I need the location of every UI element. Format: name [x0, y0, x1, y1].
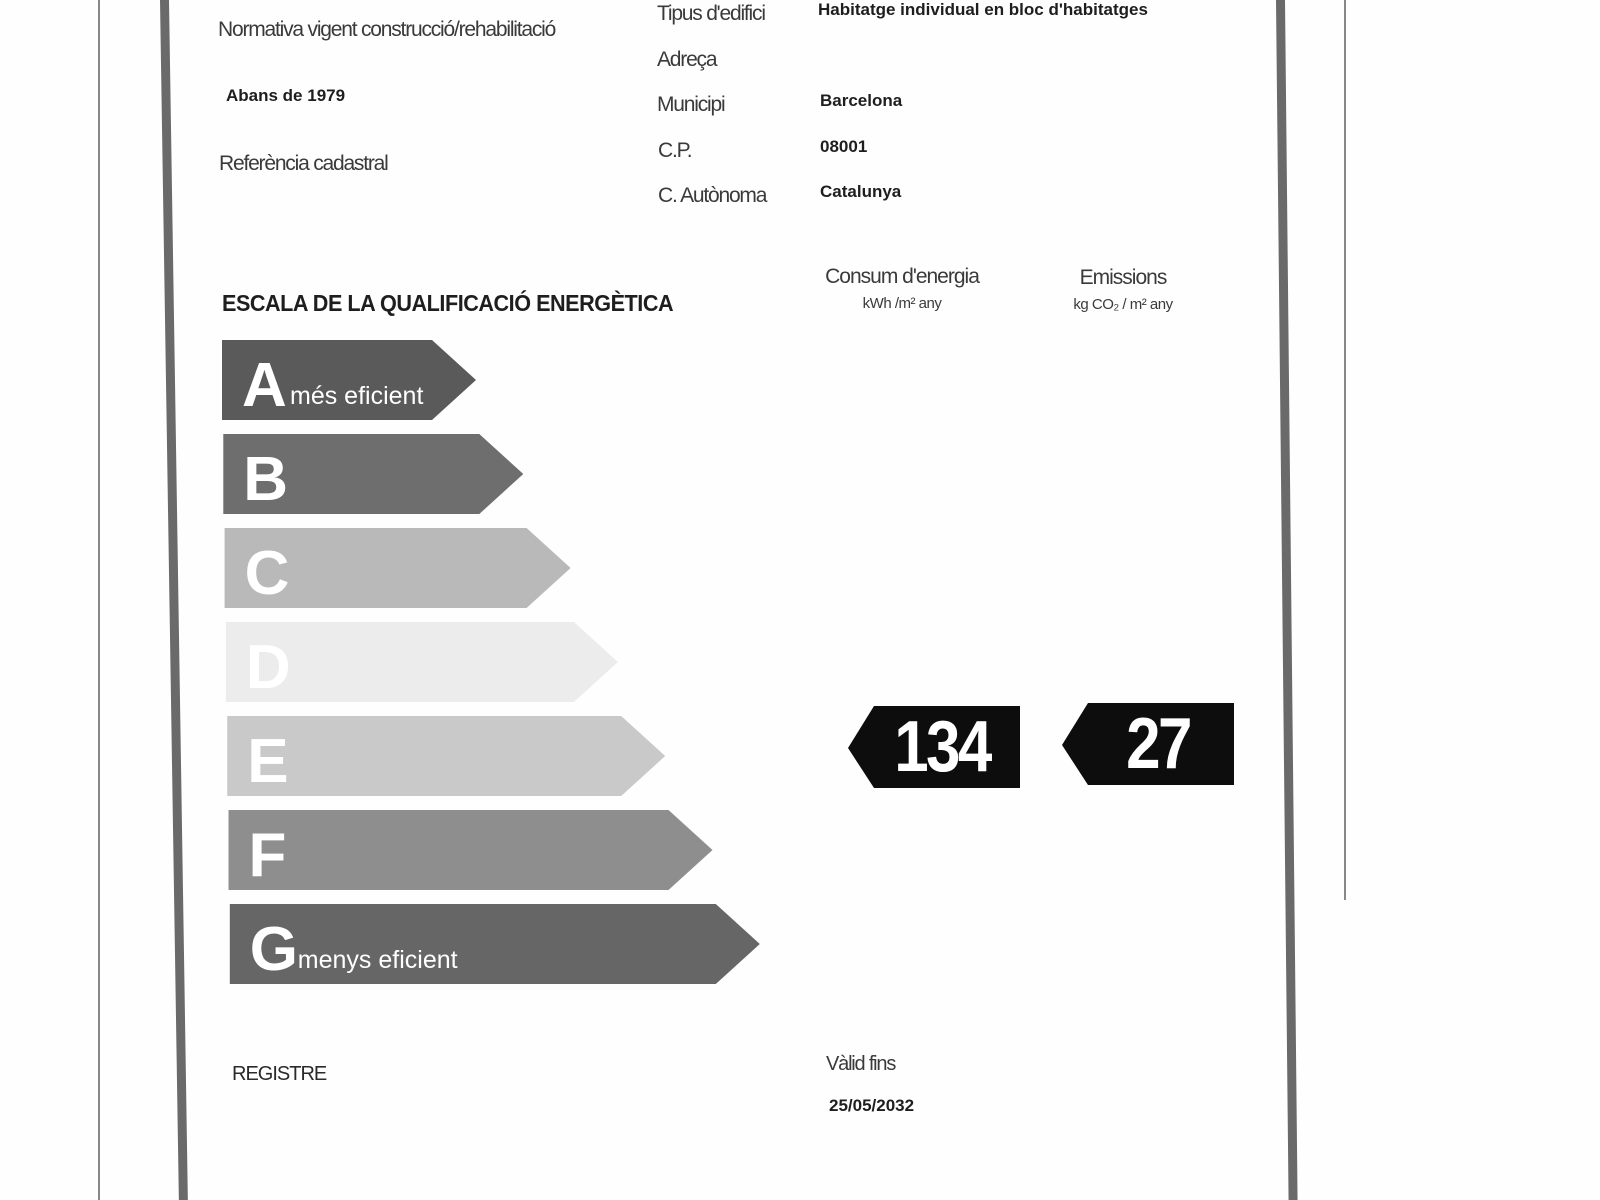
scale-band-g [230, 904, 760, 984]
valid-label: Vàlid fins [826, 1053, 896, 1075]
frame-right-border [1276, 0, 1298, 1200]
scale-band-letter: F [248, 821, 287, 890]
normativa-value: Abans de 1979 [226, 86, 346, 105]
municipi-label: Municipi [657, 93, 725, 116]
scale-band-caption: menys eficient [297, 946, 458, 974]
scale-band-b [223, 434, 523, 514]
scale-band-a [222, 340, 476, 420]
consum-title: Consum d'energia [825, 265, 979, 288]
emissions-header [1038, 266, 1208, 313]
scale-band-letter: C [244, 539, 290, 608]
valid-value: 25/05/2032 [829, 1096, 915, 1115]
scale-band-arrow [227, 716, 665, 796]
scale-band-d [226, 622, 618, 702]
scale-band-f [229, 810, 713, 890]
scale-title: ESCALA DE LA QUALIFICACIÓ ENERGÈTICA [222, 290, 674, 316]
emissions-rating-value: 27 [1126, 704, 1190, 784]
scale-band-letter: D [245, 633, 291, 702]
scale-band-letter: B [243, 445, 289, 514]
normativa-label: Normativa vigent construcció/rehabilitació [218, 18, 556, 41]
scale-band-e [227, 716, 665, 796]
outer-right-edge [1344, 0, 1346, 900]
cp-value: 08001 [820, 137, 868, 156]
consum-unit: kWh /m² any [862, 295, 942, 312]
scale-band-letter: E [247, 727, 289, 796]
consum-rating-value: 134 [894, 707, 990, 787]
emissions-title: Emissions [1079, 266, 1167, 289]
scale-band-letter: A [242, 351, 287, 420]
scale-band-caption: més eficient [290, 382, 424, 410]
registre-label: REGISTRE [232, 1063, 327, 1085]
consum-header [812, 265, 992, 312]
emissions-unit: kg CO₂ / m² any [1073, 296, 1173, 313]
tipus-label: Tipus d'edifici [657, 2, 765, 25]
municipi-value: Barcelona [820, 91, 903, 110]
cp-label: C.P. [658, 139, 692, 162]
tipus-value: Habitatge individual en bloc d'habitatges [818, 0, 1148, 19]
referencia-label: Referència cadastral [219, 152, 388, 175]
comunitat-value: Catalunya [820, 182, 902, 201]
comunitat-label: C. Autònoma [658, 184, 767, 207]
energy-scale [0, 0, 800, 1000]
scale-band-c [225, 528, 571, 608]
scale-band-arrow [229, 810, 713, 890]
adreca-label: Adreça [657, 48, 717, 71]
scale-band-letter: G [249, 915, 299, 984]
